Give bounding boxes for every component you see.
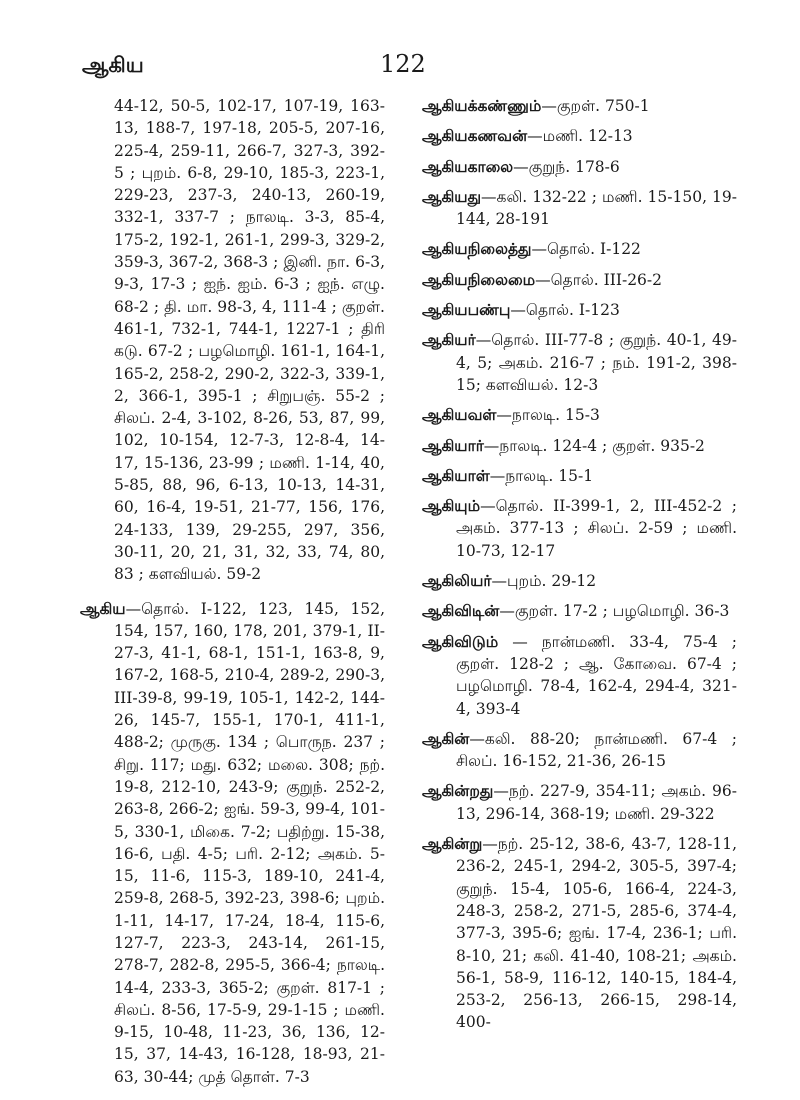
entry-references: —நாலடி. 124-4 ; குறள். 935-2 — [483, 436, 705, 455]
entry-headword: ஆகிய — [80, 598, 126, 618]
entry-headword: ஆகிவிடும் — [422, 631, 499, 651]
entry-headword: ஆகிலியர் — [422, 571, 492, 591]
running-head: ஆகிய — [82, 52, 144, 77]
entry-headword: ஆகின் — [422, 728, 470, 748]
index-entry — [80, 95, 385, 586]
index-entry — [422, 95, 737, 117]
entry-headword: ஆகியகாலை — [422, 156, 514, 176]
index-entry — [422, 269, 737, 291]
entry-references: —கலி. 132-22 ; மணி. 15-150, 19-144, 28-191 — [456, 187, 737, 229]
entry-references: —தொல். III-77-8 ; குறுந். 40-1, 49-4, 5; அகம். 216-7 ; நம். 191-2, 398-15; களவியல். 12-3 — [456, 331, 737, 394]
entry-headword: ஆகியநிலைமை — [422, 269, 536, 289]
entry-headword: ஆகின்று — [422, 834, 483, 854]
index-entry — [422, 238, 737, 260]
entry-references: — நான்மணி. 33-4, 75-4 ; குறள். 128-2 ; ஆ. கோவை. 67-4 ; பழமொழி. 78-4, 162-4, 294-4, 321-4, 393-4 — [456, 632, 737, 718]
index-entry — [422, 435, 737, 457]
index-entry — [422, 404, 737, 426]
entry-headword: ஆகியநிலைத்து — [422, 239, 532, 259]
entry-references: —தொல். II-399-1, 2, III-452-2 ; அகம். 377-13 ; சிலப். 2-59 ; மணி. 10-73, 12-17 — [456, 497, 737, 560]
entry-references: —குறள். 750-1 — [541, 97, 650, 115]
index-entry — [80, 598, 385, 1089]
entry-headword: ஆகியக்கண்ணும் — [422, 96, 542, 115]
entry-headword: ஆகியபண்பு — [422, 300, 511, 320]
entry-references: —தொல். I-122 — [531, 240, 641, 259]
entry-references: —தொல். III-26-2 — [535, 270, 663, 289]
entry-headword: ஆகியவள் — [422, 405, 497, 425]
entry-references: —தொல். I-122, 123, 145, 152, 154, 157, 160, 178, 201, 379-1, II-27-3, 41-1, 68-1, 151-1, 163-8, 9, 167-2, 168-5, 210-4, 289-2, 290-3, III-39-8, 99-19, 105-1, 142-2, 144-26, 145-7, 155-1, 170-1, 411-1, 488-2; முருகு. 134 ; பொருந. 237 ; சிறு. 117; மது. 632; மலை. 308; நற். 19-8, 212-10, 243-9; குறுந். 252-2, 263-8, 266-2; ஐங். 59-3, 99-4, 101-5, 330-1, மிகை. 7-2; பதிற்று. 15-38, 16-6, பதி. 4-5; பரி. 2-12; அகம். 5-15, 11-6, 115-3, 189-10, 241-4, 259-8, 268-5, 392-23, 398-6; புறம். 1-11, 14-17, 17-24, 18-4, 115-6, 127-7, 223-3, 243-14, 261-15, 278-7, 282-8, 295-5, 366-4; நாலடி. 14-4, 233-3, 365-2; குறள். 817-1 ; சிலப். 8-56, 17-5-9, 29-1-15 ; மணி. 9-15, 10-48, 11-23, 36, 136, 12-15, 37, 14-43, 16-128, 18-93, 21-63, 30-44; முத் தொள். 7-3 — [114, 599, 385, 1086]
entry-references: —புறம். 29-12 — [491, 572, 597, 591]
entry-references: —நற். 227-9, 354-11; அகம். 96-13, 296-14, 368-19; மணி. 29-322 — [456, 782, 737, 823]
entry-references: —கலி. 88-20; நான்மணி. 67-4 ; சிலப். 16-152, 21-36, 26-15 — [456, 729, 737, 771]
entry-references: —குறள். 17-2 ; பழமொழி. 36-3 — [499, 602, 730, 621]
index-entry — [422, 299, 737, 321]
entry-references: —மணி. 12-13 — [527, 127, 633, 146]
entry-references: —நாலடி. 15-3 — [496, 406, 600, 425]
entry-headword: ஆகியகணவன் — [422, 126, 528, 146]
index-entry — [422, 728, 737, 773]
index-entry — [422, 600, 737, 622]
entry-references: —நற். 25-12, 38-6, 43-7, 128-11, 236-2, 245-1, 294-2, 305-5, 397-4; குறுந். 15-4, 105-6, 166-4, 224-3, 248-3, 258-2, 271-5, 285-6, 374-4, 377-3, 395-6; ஐங். 17-4, 236-1; பரி. 8-10, 21; கலி. 41-40, 108-21; அகம். 56-1, 58-9, 116-12, 140-15, 184-4, 253-2, 256-13, 266-15, 298-14, 400- — [456, 835, 737, 1032]
index-entry — [422, 780, 737, 825]
entry-references: —தொல். I-123 — [510, 301, 620, 320]
index-entry — [422, 833, 737, 1034]
index-entry — [422, 156, 737, 178]
entry-headword: ஆகியும் — [422, 496, 481, 516]
index-entry — [422, 465, 737, 487]
entry-headword: ஆகியது — [422, 186, 482, 206]
entry-headword: ஆகிவிடின் — [422, 601, 500, 621]
index-entry — [422, 186, 737, 231]
index-entry — [422, 570, 737, 592]
entry-headword: ஆகின்றது — [422, 781, 494, 801]
entry-headword: ஆகியார் — [422, 435, 484, 455]
entry-references: —நாலடி. 15-1 — [489, 466, 594, 485]
index-entry — [422, 495, 737, 562]
index-entry — [422, 329, 737, 396]
left-column — [80, 95, 385, 1100]
page-number: 122 — [380, 50, 426, 78]
index-entry — [422, 125, 737, 147]
entry-headword: ஆகியர் — [422, 330, 476, 350]
right-column — [422, 95, 737, 1042]
entry-references: 44-12, 50-5, 102-17, 107-19, 163-13, 188-7, 197-18, 205-5, 207-16, 225-4, 259-11, 266-7, 327-3, 392-5 ; புறம். 6-8, 29-10, 185-3, 223-1, 229-23, 237-3, 240-13, 260-19, 332-1, 337-7 ; நாலடி. 3-3, 85-4, 175-2, 192-1, 261-1, 299-3, 329-2, 359-3, 367-2, 368-3 ; இனி. நா. 6-3, 9-3, 17-3 ; ஐந். ஐம். 6-3 ; ஐந். எழு. 68-2 ; தி. மா. 98-3, 4, 111-4 ; குறள். 461-1, 732-1, 744-1, 1227-1 ; திரி கடு. 67-2 ; பழமொழி. 161-1, 164-1, 165-2, 258-2, 290-2, 322-3, 339-1, 2, 366-1, 395-1 ; சிறுபஞ். 55-2 ; சிலப். 2-4, 3-102, 8-26, 53, 87, 99, 102, 10-154, 12-7-3, 12-8-4, 14-17, 15-136, 23-99 ; மணி. 1-14, 40, 5-85, 88, 96, 6-13, 10-13, 14-31, 60, 16-4, 19-51, 21-77, 156, 176, 24-133, 139, 29-255, 297, 356, 30-11, 20, 21, 31, 32, 33, 74, 80, 83 ; களவியல். 59-2 — [114, 97, 385, 584]
index-entry — [422, 631, 737, 720]
entry-headword: ஆகியாள் — [422, 465, 490, 485]
entry-references: —குறுந். 178-6 — [513, 157, 620, 176]
